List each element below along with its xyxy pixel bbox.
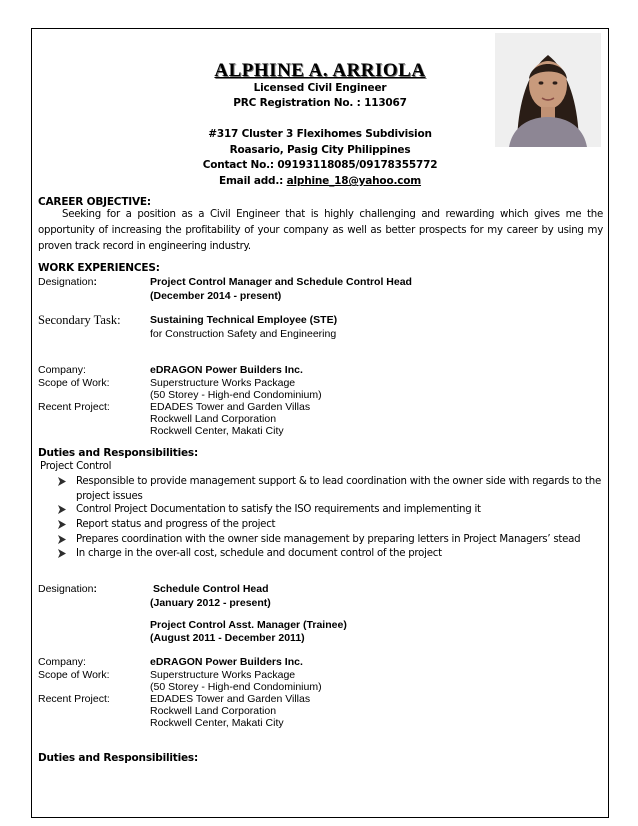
work-experiences-heading: WORK EXPERIENCES: (38, 262, 160, 274)
designation-value: Schedule Control Head (153, 583, 269, 595)
duty-item: Responsible to provide management support & to lead coordination with the owner side with regards to the project issues (76, 476, 601, 502)
email-label: Email add.: (218, 175, 287, 187)
designation-period: (December 2014 - present) (150, 290, 282, 302)
duty-item: Prepares coordination with the owner side management by preparing letters in Project Managers’ stead (76, 534, 581, 545)
designation-label: Designation: (38, 583, 97, 595)
email-line (150, 175, 490, 187)
recent-project-line-3: Rockwell Center, Makati City (150, 425, 284, 437)
career-objective-heading: CAREER OBJECTIVE: (38, 196, 151, 208)
scope-line-1: Superstructure Works Package (150, 669, 296, 681)
recent-project-line-1: EDADES Tower and Garden Villas (150, 401, 311, 413)
arrow-bullet-icon (58, 505, 66, 514)
designation-label: Designation: (38, 276, 97, 288)
recent-project-line-2: Rockwell Land Corporation (150, 413, 277, 425)
company-label: Company: (38, 656, 86, 668)
professional-title: Licensed Civil Engineer (253, 82, 387, 94)
profile-photo (495, 33, 601, 147)
scope-label: Scope of Work: (38, 669, 110, 681)
company-value: eDRAGON Power Builders Inc. (150, 656, 303, 668)
duties-subheading: Project Control (40, 461, 112, 472)
recent-project-line-3: Rockwell Center, Makati City (150, 717, 284, 729)
recent-project-label: Recent Project: (38, 693, 110, 705)
recent-project-line-2: Rockwell Land Corporation (150, 705, 277, 717)
designation-value: Project Control Manager and Schedule Control Head (150, 276, 412, 288)
company-label: Company: (38, 364, 86, 376)
prc-registration: PRC Registration No. : 113067 (233, 97, 407, 109)
designation-value-previous: Project Control Asst. Manager (Trainee) (150, 619, 347, 631)
scope-label: Scope of Work: (38, 377, 110, 389)
arrow-bullet-icon (58, 520, 66, 529)
scope-line-2: (50 Storey - High-end Condominium) (150, 681, 322, 693)
scope-line-1: Superstructure Works Package (150, 377, 296, 389)
arrow-bullet-icon (58, 535, 66, 544)
designation-period-previous: (August 2011 - December 2011) (150, 632, 305, 644)
arrow-bullet-icon (58, 477, 66, 486)
duty-item: Control Project Documentation to satisfy the ISO requirements and implementing it (76, 504, 481, 515)
secondary-task-value: Sustaining Technical Employee (STE) (150, 314, 338, 326)
career-objective-text: Seeking for a position as a Civil Engineer that is highly challenging and rewarding which gives me the opportunity of increasing the profitability of your company as well as better prospects for my career by using my proven track record in engineering industry. (38, 209, 603, 252)
contact-number: Contact No.: 09193118085/09178355772 (202, 159, 438, 171)
duties-heading: Duties and Responsibilities: (38, 447, 198, 459)
duties-heading: Duties and Responsibilities: (38, 752, 198, 764)
recent-project-label: Recent Project: (38, 401, 110, 413)
secondary-task-label: Secondary Task: (38, 313, 121, 327)
duty-item: Report status and progress of the project (76, 519, 276, 530)
scope-line-2: (50 Storey - High-end Condominium) (150, 389, 322, 401)
email-link[interactable]: alphine_18@yahoo.com (286, 175, 422, 187)
candidate-name: ALPHINE A. ARRIOLA (214, 60, 426, 81)
duty-item: In charge in the over-all cost, schedule and document control of the project (76, 548, 442, 559)
secondary-task-sub: for Construction Safety and Engineering (150, 328, 337, 340)
arrow-bullet-icon (58, 549, 66, 558)
recent-project-line-1: EDADES Tower and Garden Villas (150, 693, 311, 705)
company-value: eDRAGON Power Builders Inc. (150, 364, 303, 376)
designation-period: (January 2012 - present) (150, 597, 271, 609)
address-line-2: Roasario, Pasig City Philippines (229, 144, 411, 156)
address-line-1: #317 Cluster 3 Flexihomes Subdivision (208, 128, 432, 140)
